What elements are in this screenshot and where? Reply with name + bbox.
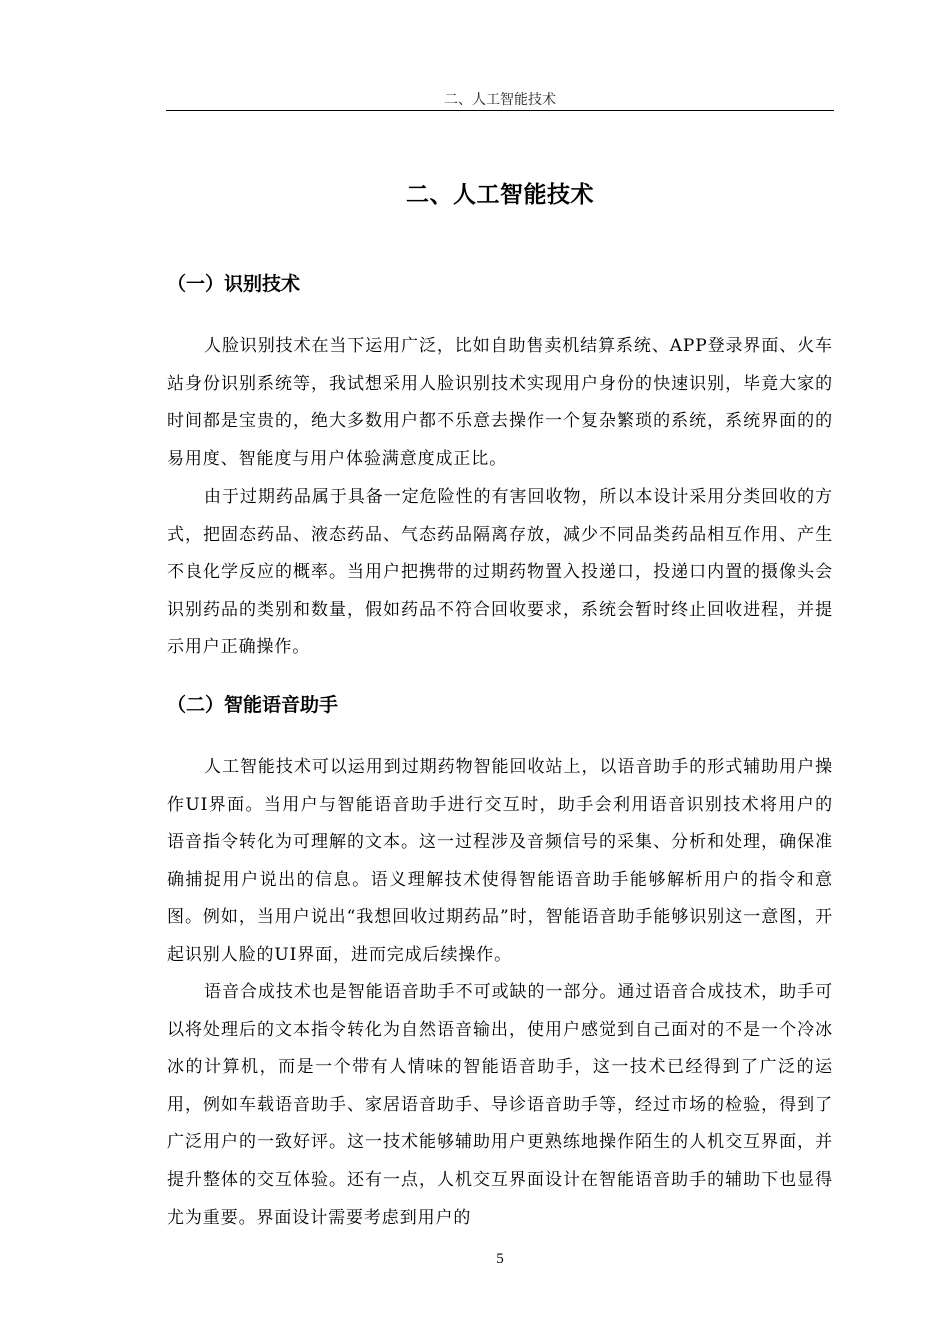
running-header: 二、人工智能技术 xyxy=(444,92,556,108)
section-heading-recognition: （一）识别技术 xyxy=(167,273,301,295)
section-heading-voice-assistant: （二）智能语音助手 xyxy=(167,694,339,716)
paragraph-speech-synthesis: 语音合成技术也是智能语音助手不可或缺的一部分。通过语音合成技术，助手可以将处理后的文本指令转化为自然语音输出，使用户感觉到自己面对的不是一个冷冰冰的计算机，而是一个带有人情味的智能语音助手，这一技术已经得到了广泛的运用，例如车载语音助手、家居语音助手、导诊语音助手等，经过市场的检验，得到了广泛用户的一致好评。这一技术能够辅助用户更熟练地操作陌生的人机交互界面，并提升整体的交互体验。还有一点，人机交互界面设计在智能语音助手的辅助下也显得尤为重要。界面设计需要考虑到用户的 xyxy=(167,982,833,1228)
page-number: 5 xyxy=(496,1251,504,1267)
header-rule xyxy=(166,110,834,111)
paragraph-voice-recognition: 人工智能技术可以运用到过期药物智能回收站上，以语音助手的形式辅助用户操作UI界面。当用户与智能语音助手进行交互时，助手会利用语音识别技术将用户的语音指令转化为可理解的文本。这一过程涉及音频信号的采集、分析和处理，确保准确捕捉用户说出的信息。语义理解技术使得智能语音助手能够解析用户的指令和意图。例如，当用户说出“我想回收过期药品”时，智能语音助手能够识别这一意图，开起识别人脸的UI界面，进而完成后续操作。 xyxy=(167,757,833,965)
paragraph-face-recognition: 人脸识别技术在当下运用广泛，比如自助售卖机结算系统、APP登录界面、火车站身份识别系统等，我试想采用人脸识别技术实现用户身份的快速识别，毕竟大家的时间都是宝贵的，绝大多数用户都不乐意去操作一个复杂繁琐的系统，系统界面的的易用度、智能度与用户体验满意度成正比。 xyxy=(167,336,833,469)
paragraph-drug-classification: 由于过期药品属于具备一定危险性的有害回收物，所以本设计采用分类回收的方式，把固态药品、液态药品、气态药品隔离存放，减少不同品类药品相互作用、产生不良化学反应的概率。当用户把携带的过期药物置入投递口，投递口内置的摄像头会识别药品的类别和数量，假如药品不符合回收要求，系统会暂时终止回收进程，并提示用户正确操作。 xyxy=(167,487,833,658)
chapter-title: 二、人工智能技术 xyxy=(406,182,594,208)
